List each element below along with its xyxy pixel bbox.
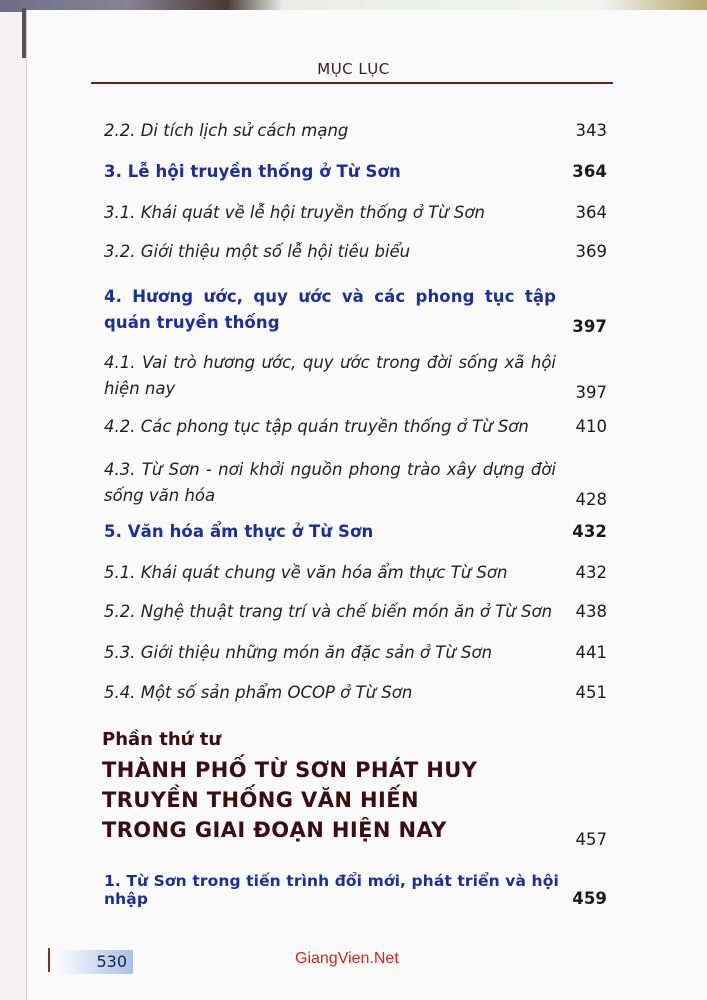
toc-entry[interactable] xyxy=(104,602,607,621)
toc-entry-page: 369 xyxy=(575,242,607,261)
toc-entry-label: 3. Lễ hội truyền thống ở Từ Sơn xyxy=(104,162,401,181)
toc-entry-label: 4.3. Từ Sơn - nơi khởi nguồn phong trào xây dựng đời sống văn hóa xyxy=(104,460,556,505)
toc-entry[interactable] xyxy=(104,203,607,222)
toc-entry-page: 364 xyxy=(575,203,607,222)
page-number: 530 xyxy=(96,952,127,971)
toc-entry-label: 4.1. Vai trò hương ước, quy ước trong đời sống xã hội hiện nay xyxy=(104,353,556,398)
toc-entry-label: 5.2. Nghệ thuật trang trí và chế biến món ăn ở Từ Sơn xyxy=(104,602,553,621)
toc-entry[interactable] xyxy=(104,563,607,582)
part-title-line: TRUYỀN THỐNG VĂN HIẾN xyxy=(102,788,419,812)
toc-entry-page: 459 xyxy=(572,889,607,908)
toc-section[interactable] xyxy=(104,872,607,908)
toc-entry[interactable] xyxy=(104,121,607,140)
toc-entry-page: 438 xyxy=(575,602,607,621)
page-number-tab xyxy=(53,950,133,974)
toc-entry[interactable] xyxy=(104,350,607,402)
toc-entry-label: 3.1. Khái quát về lễ hội truyền thống ở Từ Sơn xyxy=(104,203,485,222)
toc-entry[interactable] xyxy=(104,417,607,436)
toc-entry[interactable] xyxy=(104,683,607,702)
toc-entry-label: 5.3. Giới thiệu những món ăn đặc sản ở Từ Sơn xyxy=(104,643,493,662)
toc-entry-page: 343 xyxy=(575,121,607,140)
toc-entry-label: 3.2. Giới thiệu một số lễ hội tiêu biểu xyxy=(104,242,411,261)
footer-mark xyxy=(48,948,50,972)
part-page: 457 xyxy=(575,830,607,849)
toc-section[interactable] xyxy=(104,284,607,336)
part-title-line: TRONG GIAI ĐOẠN HIỆN NAY xyxy=(102,818,447,842)
header-rule xyxy=(91,82,613,84)
toc-entry-page: 432 xyxy=(572,522,607,541)
toc-entry[interactable] xyxy=(104,643,607,662)
toc-section[interactable] xyxy=(104,522,607,541)
toc-entry-page: 397 xyxy=(575,383,607,402)
toc-entry-page: 432 xyxy=(575,563,607,582)
toc-entry-label: 5. Văn hóa ẩm thực ở Từ Sơn xyxy=(104,522,374,541)
toc-entry-label: 1. Từ Sơn trong tiến trình đổi mới, phát triển và hội nhập xyxy=(104,872,559,908)
toc-entry-label: 4.2. Các phong tục tập quán truyền thống ở Từ Sơn xyxy=(104,417,529,436)
toc-entry-page: 397 xyxy=(572,317,607,336)
toc-section[interactable] xyxy=(104,162,607,181)
toc-entry-label: 4. Hương ước, quy ước và các phong tục tập quán truyền thống xyxy=(104,287,556,332)
toc-entry-label: 2.2. Di tích lịch sử cách mạng xyxy=(104,121,349,140)
watermark-text: GiangVien.Net xyxy=(295,950,399,967)
toc-entry[interactable] xyxy=(104,242,607,261)
toc-entry[interactable] xyxy=(104,457,607,509)
toc-entry-page: 428 xyxy=(575,490,607,509)
part-label: Phần thứ tư xyxy=(102,729,222,750)
toc-entry-page: 451 xyxy=(575,683,607,702)
part-title-line: THÀNH PHỐ TỪ SƠN PHÁT HUY xyxy=(102,758,478,782)
toc-entry-page: 410 xyxy=(575,417,607,436)
toc-entry-page: 364 xyxy=(572,162,607,181)
part-heading[interactable] xyxy=(102,725,607,849)
toc-entry-page: 441 xyxy=(575,643,607,662)
page-header-title: MỤC LỤC xyxy=(317,60,390,78)
toc-entry-label: 5.4. Một số sản phẩm OCOP ở Từ Sơn xyxy=(104,683,413,702)
toc-entry-label: 5.1. Khái quát chung về văn hóa ẩm thực Từ Sơn xyxy=(104,563,508,582)
